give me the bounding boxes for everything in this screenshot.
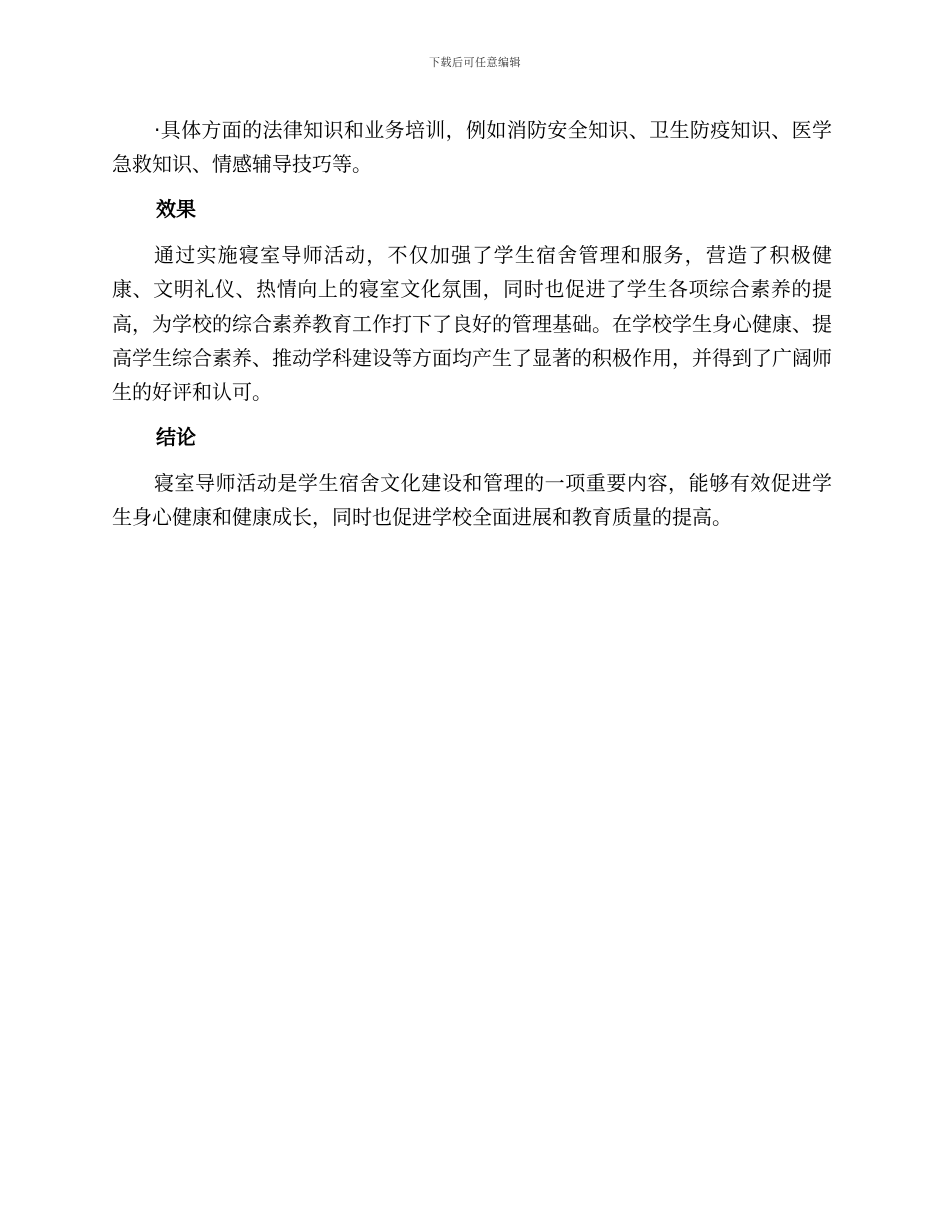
section-heading-conclusion: 结论 <box>156 424 196 449</box>
bullet-paragraph: ·具体方面的法律知识和业务培训，例如消防安全知识、卫生防疫知识、医学急救知识、情感辅导技巧等。 <box>112 118 832 177</box>
conclusion-paragraph: 寝室导师活动是学生宿舍文化建设和管理的一项重要内容，能够有效促进学生身心健康和健康成长，同时也促进学校全面进展和教育质量的提高。 <box>112 470 832 530</box>
document-body <box>112 113 832 545</box>
section-heading-effect: 效果 <box>156 196 196 221</box>
effect-paragraph: 通过实施寝室导师活动，不仅加强了学生宿舍管理和服务，营造了积极健康、文明礼仪、热情向上的寝室文化氛围，同时也促进了学生各项综合素养的提高，为学校的综合素养教育工作打下了良好的管理基础。在学校学生身心健康、提高学生综合素养、推动学科建设等方面均产生了显著的积极作用，并得到了广阔师生的好评和认可。 <box>112 242 832 405</box>
header-note: 下载后可任意编辑 <box>429 56 521 69</box>
